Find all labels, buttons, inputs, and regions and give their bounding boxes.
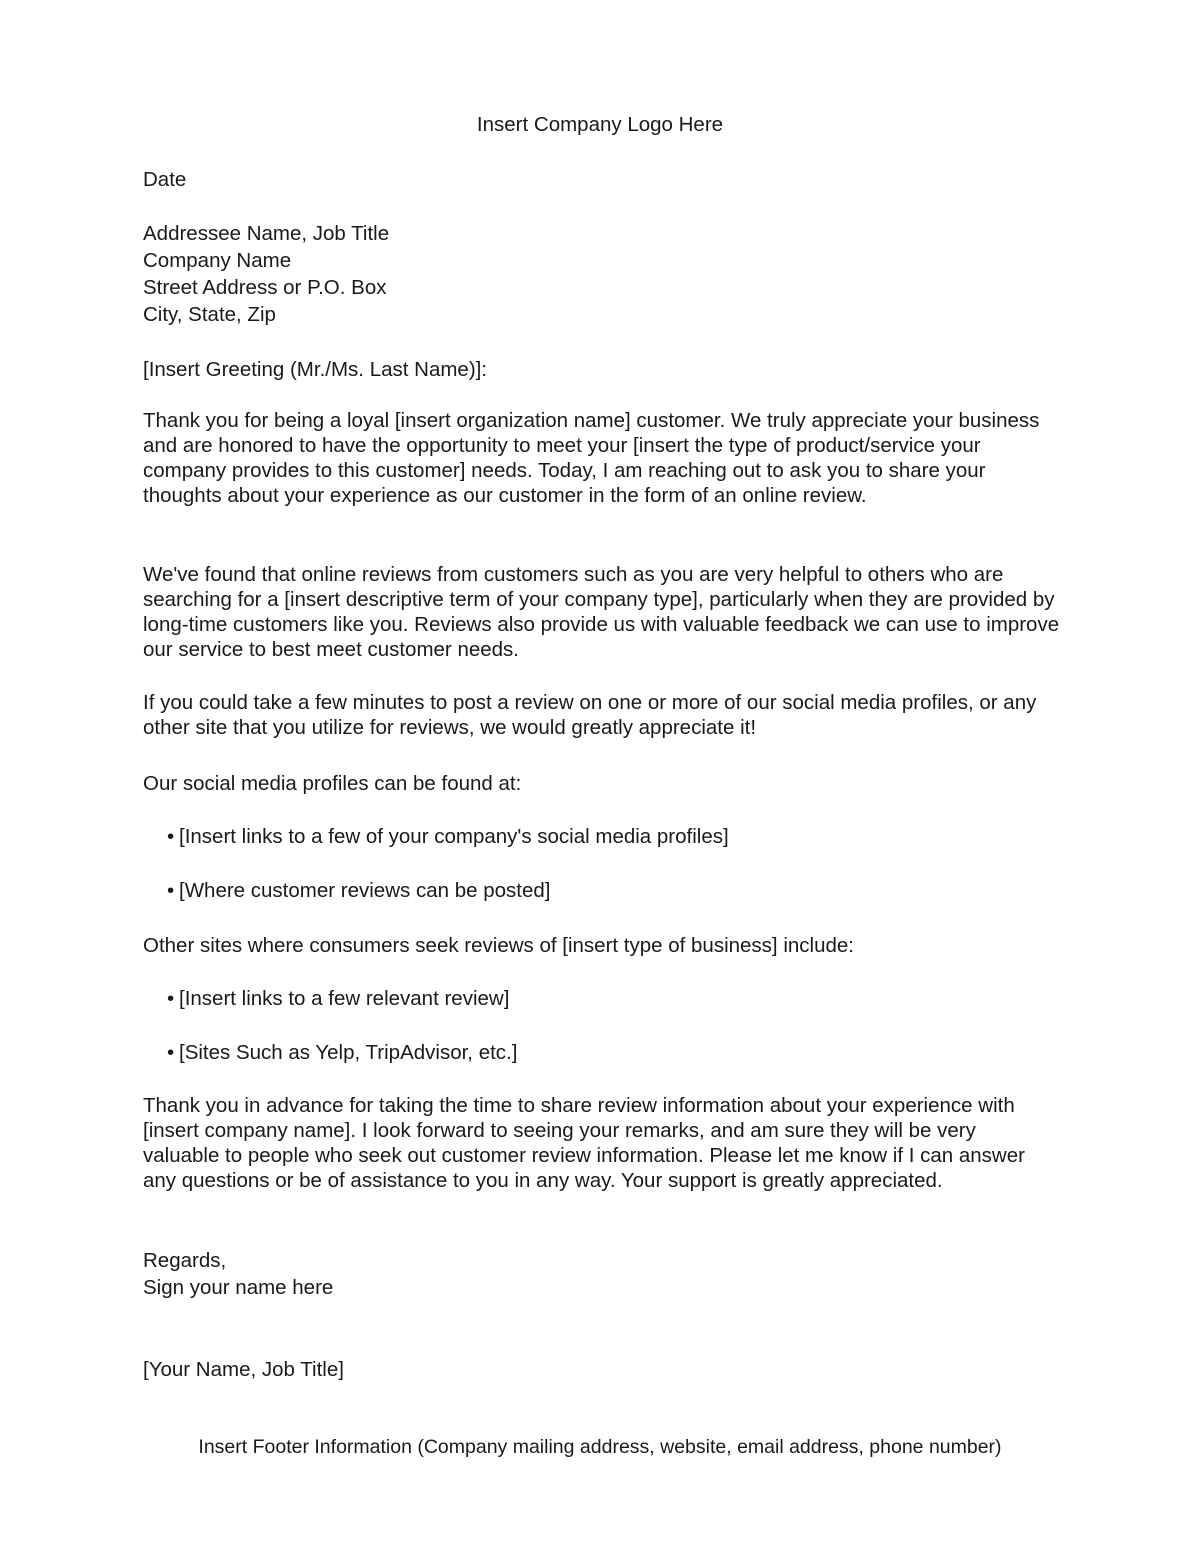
paragraph-reviews-helpful: We've found that online reviews from customers such as you are very helpful to others who are searching for a [insert descriptive term of your company type], particularly when they are provided by long-time customers like you. Reviews also provide us with valuable feedback we can use to improve our service to best meet customer needs.	[143, 563, 1060, 661]
address-block	[143, 220, 1063, 328]
paragraph-request: If you could take a few minutes to post a review on one or more of our social media profiles, or any other site that you utilize for reviews, we would greatly appreciate it!	[143, 691, 1037, 739]
closing-paragraph: Thank you in advance for taking the time to share review information about your experience with [insert company name]. I look forward to seeing your remarks, and am sure they will be very valuable to people who seek out customer review information. Please let me know if I can answer any questions or be of assistance to you in any way. Your support is greatly appreciated.	[143, 1094, 1025, 1192]
city-line: City, State, Zip	[143, 303, 276, 326]
bullet-icon: •	[167, 879, 175, 902]
logo-placeholder: Insert Company Logo Here	[476, 113, 724, 136]
bullet-icon: •	[167, 987, 175, 1010]
signature-line: Sign your name here	[143, 1276, 334, 1299]
street-line: Street Address or P.O. Box	[143, 276, 387, 299]
addressee-line: Addressee Name, Job Title	[143, 222, 390, 245]
regards-line: Regards,	[143, 1249, 227, 1272]
other-bullet-text: [Insert links to a few relevant review]	[179, 987, 510, 1010]
bullet-icon: •	[167, 825, 175, 848]
paragraph-intro: Thank you for being a loyal [insert organization name] customer. We truly appreciate your business and are honored to have the opportunity to meet your [insert the type of product/service your company provides to this customer] needs. Today, I am reaching out to ask you to share your thoughts about your experience as our customer in the form of an online review.	[143, 409, 1040, 507]
name-title-line: [Your Name, Job Title]	[143, 1358, 344, 1381]
list-item	[167, 986, 509, 1012]
list-item	[167, 824, 729, 850]
other-bullet-text: [Sites Such as Yelp, TripAdvisor, etc.]	[179, 1041, 518, 1064]
greeting: [Insert Greeting (Mr./Ms. Last Name)]:	[143, 358, 488, 381]
company-line: Company Name	[143, 249, 292, 272]
date-line: Date	[143, 168, 187, 191]
other-sites-intro: Other sites where consumers seek reviews of [insert type of business] include:	[143, 934, 854, 957]
list-item	[167, 878, 550, 904]
social-bullet-text: [Insert links to a few of your company's social media profiles]	[179, 825, 729, 848]
social-intro: Our social media profiles can be found at:	[143, 772, 522, 795]
list-item	[167, 1040, 517, 1066]
signoff-block	[143, 1247, 1063, 1301]
footer-text: Insert Footer Information (Company mailing address, website, email address, phone number)	[198, 1436, 1002, 1458]
social-bullet-text: [Where customer reviews can be posted]	[179, 879, 551, 902]
bullet-icon: •	[167, 1041, 175, 1064]
